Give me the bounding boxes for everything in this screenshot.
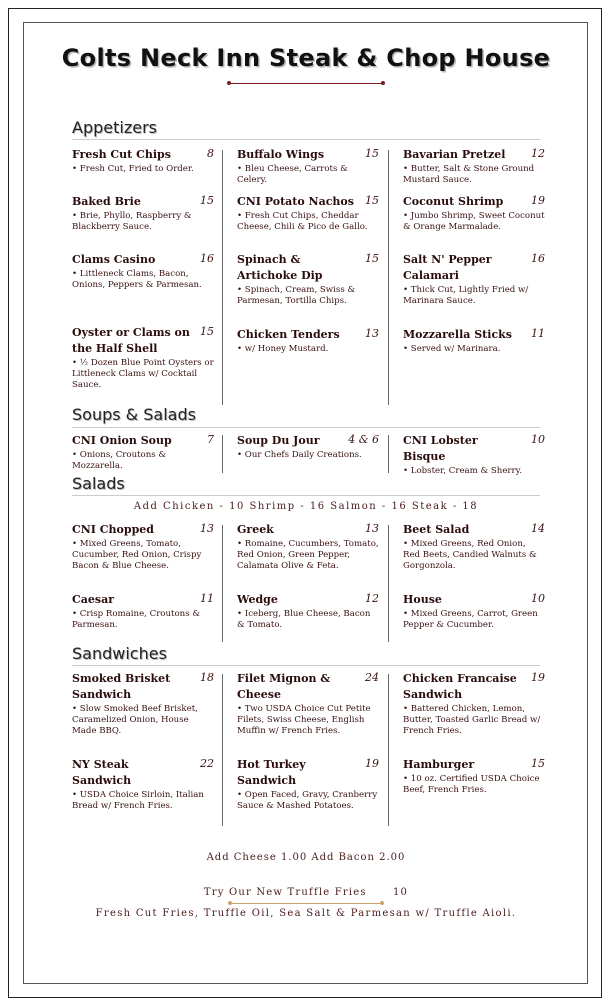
- menu-item: NY Steak Sandwich 22 • USDA Choice Sirloin, Italian Bread w/ French Fries.: [72, 757, 214, 812]
- menu-item: Caesar 11 • Crisp Romaine, Croutons & Parmesan.: [72, 592, 214, 631]
- section-salads: Salads: [72, 474, 125, 493]
- column-divider: [222, 435, 223, 473]
- column-divider: [222, 525, 223, 642]
- menu-item: CNI Chopped 13 • Mixed Greens, Tomato, Cucumber, Red Onion, Crispy Bacon & Blue Cheese.: [72, 522, 214, 572]
- divider-dot: [228, 901, 232, 905]
- divider-dot: [227, 81, 231, 85]
- menu-item: Coconut Shrimp 19 • Jumbo Shrimp, Sweet Coconut & Orange Marmalade.: [403, 194, 545, 233]
- menu-item: Oyster or Clams on the Half Shell 15 • ½ Dozen Blue Point Oysters or Littleneck Clams w/ Cocktail Sauce.: [72, 325, 214, 391]
- truffle-fries-name: Try Our New Truffle Fries: [203, 887, 367, 898]
- menu-item: Wedge 12 • Iceberg, Blue Cheese, Bacon & Tomato.: [237, 592, 379, 631]
- truffle-fries-price: 10: [393, 887, 409, 898]
- menu-item: CNI Onion Soup 7 • Onions, Croutons & Mozzarella.: [72, 433, 214, 472]
- truffle-fries: [0, 887, 612, 898]
- menu-item: Mozzarella Sticks 11 • Served w/ Marinara.: [403, 327, 545, 354]
- menu-item: CNI Potato Nachos 15 • Fresh Cut Chips, Cheddar Cheese, Chili & Pico de Gallo.: [237, 194, 379, 233]
- section-soups-salads: Soups & Salads: [72, 405, 196, 424]
- menu-item: Filet Mignon & Cheese 24 • Two USDA Choice Cut Petite Filets, Swiss Cheese, English Muffin w/ French Fries.: [237, 671, 379, 737]
- menu-item: Clams Casino 16 • Littleneck Clams, Bacon, Onions, Peppers & Parmesan.: [72, 252, 214, 291]
- menu-item: Chicken Tenders 13 • w/ Honey Mustard.: [237, 327, 379, 354]
- column-divider: [222, 674, 223, 826]
- menu-item: CNI Lobster Bisque 10 • Lobster, Cream & Sherry.: [403, 433, 545, 476]
- section-rule: [72, 139, 540, 140]
- divider-dot: [381, 81, 385, 85]
- section-rule: [72, 665, 540, 666]
- menu-item: Baked Brie 15 • Brie, Phyllo, Raspberry & Blackberry Sauce.: [72, 194, 214, 233]
- section-appetizers: Appetizers: [72, 118, 157, 137]
- truffle-fries-description: Fresh Cut Fries, Truffle Oil, Sea Salt & Parmesan w/ Truffle Aioli.: [95, 908, 517, 919]
- menu-item: Greek 13 • Romaine, Cucumbers, Tomato, Red Onion, Green Pepper, Calamata Olive & Feta.: [237, 522, 379, 572]
- section-rule: [72, 427, 540, 428]
- menu-item: House 10 • Mixed Greens, Carrot, Green Pepper & Cucumber.: [403, 592, 545, 631]
- menu-item: Spinach & Artichoke Dip 15 • Spinach, Cream, Swiss & Parmesan, Tortilla Chips.: [237, 252, 379, 307]
- column-divider: [388, 674, 389, 826]
- column-divider: [388, 525, 389, 642]
- title-divider: [229, 83, 383, 84]
- menu-title: Colts Neck Inn Steak & Chop House: [61, 44, 551, 72]
- menu-item: Beet Salad 14 • Mixed Greens, Red Onion, Red Beets, Candied Walnuts & Gorgonzola.: [403, 522, 545, 572]
- menu-item: Buffalo Wings 15 • Bleu Cheese, Carrots & Celery.: [237, 147, 379, 186]
- menu-item: Chicken Francaise Sandwich 19 • Battered Chicken, Lemon, Butter, Toasted Garlic Bread w/ French Fries.: [403, 671, 545, 737]
- sandwich-addons: Add Cheese 1.00 Add Bacon 2.00: [206, 852, 406, 863]
- column-divider: [222, 150, 223, 405]
- truffle-divider: [230, 903, 382, 904]
- column-divider: [388, 150, 389, 405]
- menu-item: Salt N' Pepper Calamari 16 • Thick Cut, Lightly Fried w/ Marinara Sauce.: [403, 252, 545, 307]
- menu-item: Bavarian Pretzel 12 • Butter, Salt & Stone Ground Mustard Sauce.: [403, 147, 545, 186]
- section-sandwiches: Sandwiches: [72, 644, 167, 663]
- menu-item: Fresh Cut Chips 8 • Fresh Cut, Fried to Order.: [72, 147, 214, 174]
- section-rule: [72, 495, 540, 496]
- menu-item: Hamburger 15 • 10 oz. Certified USDA Choice Beef, French Fries.: [403, 757, 545, 796]
- salad-addons: Add Chicken - 10 Shrimp - 16 Salmon - 16 Steak - 18: [133, 501, 479, 512]
- column-divider: [388, 435, 389, 473]
- menu-item: Smoked Brisket Sandwich 18 • Slow Smoked Beef Brisket, Caramelized Onion, House Made BBQ.: [72, 671, 214, 737]
- divider-dot: [380, 901, 384, 905]
- menu-item: Hot Turkey Sandwich 19 • Open Faced, Gravy, Cranberry Sauce & Mashed Potatoes.: [237, 757, 379, 812]
- menu-item: Soup Du Jour 4 & 6 • Our Chefs Daily Creations.: [237, 433, 379, 460]
